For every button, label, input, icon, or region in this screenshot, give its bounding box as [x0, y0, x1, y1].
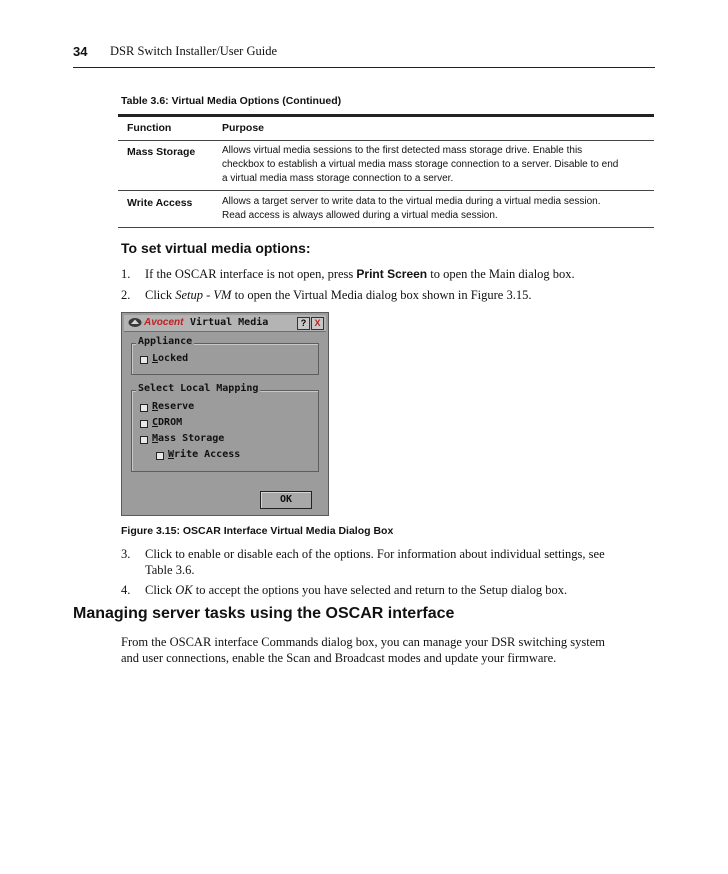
- reserve-label: Reserve: [152, 401, 195, 412]
- table-cell-function: Write Access: [127, 197, 193, 209]
- procedure-step: [121, 266, 661, 282]
- procedure-step: [121, 287, 661, 303]
- avocent-logo-icon: [128, 317, 142, 328]
- table-cell-purpose: [222, 195, 652, 223]
- table-header-rule: [118, 140, 654, 141]
- appliance-group: [131, 336, 319, 375]
- mass-storage-label: Mass Storage: [152, 433, 225, 444]
- brand-name: Avocent: [144, 317, 184, 328]
- purpose-line: checkbox to establish a virtual media mass storage connection to a server. Disable to end: [222, 159, 619, 170]
- cdrom-label: CDROM: [152, 417, 183, 428]
- group-legend: Select Local Mapping: [138, 383, 259, 394]
- table-header-function: Function: [127, 122, 172, 134]
- step-text: Click to enable or disable each of the options. For information about individual settings, see Table 3.6.: [145, 547, 605, 577]
- page-number: 34: [73, 44, 88, 59]
- locked-checkbox[interactable]: [140, 356, 148, 364]
- purpose-line: Read access is always allowed during a virtual media session.: [222, 210, 498, 221]
- button-name: OK: [175, 583, 193, 597]
- virtual-media-dialog: [121, 312, 329, 516]
- help-button[interactable]: ?: [297, 317, 310, 330]
- reserve-checkbox[interactable]: [140, 404, 148, 412]
- mass-storage-checkbox[interactable]: [140, 436, 148, 444]
- write-access-label: Write Access: [168, 449, 241, 460]
- header-divider: [73, 67, 655, 68]
- dialog-titlebar: [124, 315, 326, 332]
- table-caption: Table 3.6: Virtual Media Options (Continued): [121, 95, 342, 107]
- step-number: 2.: [121, 288, 131, 302]
- section-heading: Managing server tasks using the OSCAR interface: [73, 605, 455, 622]
- step-text: Click Setup - VM to open the Virtual Media dialog box shown in Figure 3.15.: [145, 288, 532, 302]
- body-line: and user connections, enable the Scan and Broadcast modes and update your firmware.: [121, 651, 557, 665]
- figure-caption: Figure 3.15: OSCAR Interface Virtual Media Dialog Box: [121, 525, 394, 537]
- purpose-line: Allows virtual media sessions to the first detected mass storage drive. Enable this: [222, 145, 583, 156]
- step-text: If the OSCAR interface is not open, press Print Screen to open the Main dialog box.: [145, 267, 575, 281]
- table-cell-purpose: [222, 144, 652, 186]
- procedure-step: [121, 582, 661, 598]
- ok-button[interactable]: OK: [260, 491, 312, 509]
- procedure-step: [121, 546, 661, 578]
- purpose-line: Allows a target server to write data to the virtual media during a virtual media session.: [222, 196, 601, 207]
- section-body: [121, 634, 661, 666]
- write-access-checkbox[interactable]: [156, 452, 164, 460]
- locked-label: Locked: [152, 353, 189, 364]
- close-button[interactable]: X: [311, 317, 324, 330]
- table-header-purpose: Purpose: [222, 122, 265, 134]
- step-number: 3.: [121, 547, 131, 561]
- step-number: 1.: [121, 267, 131, 281]
- table-row-rule: [118, 190, 654, 191]
- local-mapping-group: [131, 383, 319, 472]
- cdrom-checkbox[interactable]: [140, 420, 148, 428]
- step-number: 4.: [121, 583, 131, 597]
- running-title: DSR Switch Installer/User Guide: [110, 44, 277, 58]
- purpose-line: a virtual media mass storage connection to a server.: [222, 173, 454, 184]
- procedure-heading: To set virtual media options:: [121, 240, 311, 256]
- table-top-rule: [118, 114, 654, 117]
- table-cell-function: Mass Storage: [127, 146, 196, 158]
- group-legend: Appliance: [138, 336, 193, 347]
- dialog-title: Virtual Media: [190, 317, 269, 328]
- table-bottom-rule: [118, 227, 654, 228]
- menu-path: Setup - VM: [175, 288, 232, 302]
- step-text: Click OK to accept the options you have selected and return to the Setup dialog box.: [145, 583, 568, 597]
- body-line: From the OSCAR interface Commands dialog box, you can manage your DSR switching system: [121, 635, 605, 649]
- keyboard-key: Print Screen: [356, 267, 428, 281]
